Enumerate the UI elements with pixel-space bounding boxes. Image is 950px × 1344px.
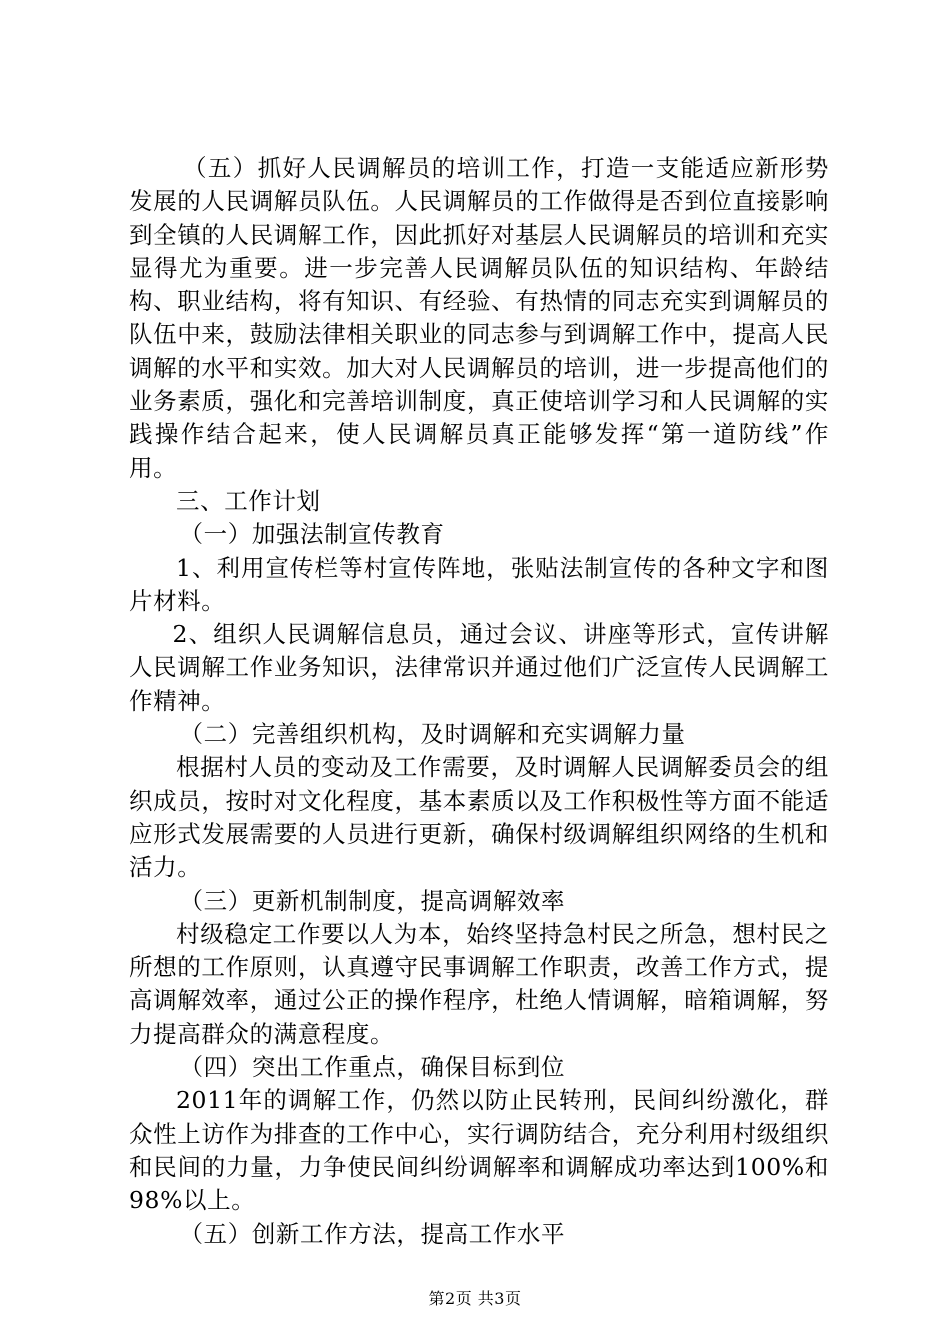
- paragraph-organization: 根据村人员的变动及工作需要，及时调解人民调解委员会的组织成员，按时对文化程度，基本素质以及工作积极性等方面不能适应形式发展需要的人员进行更新，确保村级调解组织网络的生机和活力。: [129, 753, 829, 882]
- list-item-2: 2、组织人民调解信息员，通过会议、讲座等形式，宣传讲解人民调解工作业务知识，法律常识并通过他们广泛宣传人民调解工作精神。: [129, 620, 829, 715]
- paragraph-mechanism: 村级稳定工作要以人为本，始终坚持急村民之所急，想村民之所想的工作原则，认真遵守民事调解工作职责，改善工作方式，提高调解效率，通过公正的操作程序，杜绝人情调解，暗箱调解，努力提高群众的满意程度。: [129, 919, 829, 1048]
- subheading-legal-publicity: （一）加强法制宣传教育: [179, 520, 445, 549]
- subheading-mechanism: （三）更新机制制度，提高调解效率: [179, 886, 566, 915]
- list-item-1: 1、利用宣传栏等村宣传阵地，张贴法制宣传的各种文字和图片材料。: [129, 553, 829, 615]
- section-heading-work-plan: 三、工作计划: [176, 486, 321, 515]
- document-body: [129, 152, 829, 1251]
- paragraph-key-points: 2011年的调解工作，仍然以防止民转刑，民间纠纷激化，群众性上访作为排查的工作中心，实行调防结合，充分利用村级组织和民间的力量，力争使民间纠纷调解率和调解成功率达到100%和98%以上。: [129, 1086, 829, 1215]
- page-number-footer: 第2页 共3页: [428, 1289, 522, 1308]
- subheading-organization: （二）完善组织机构，及时调解和充实调解力量: [179, 720, 686, 749]
- subheading-key-points: （四）突出工作重点，确保目标到位: [179, 1053, 566, 1082]
- subheading-innovation: （五）创新工作方法，提高工作水平: [179, 1219, 566, 1248]
- paragraph-training: （五）抓好人民调解员的培训工作，打造一支能适应新形势发展的人民调解员队伍。人民调解员的工作做得是否到位直接影响到全镇的人民调解工作，因此抓好对基层人民调解员的培训和充实显得尤为重要。进一步完善人民调解员队伍的知识结构、年龄结构、职业结构，将有知识、有经验、有热情的同志充实到调解员的队伍中来，鼓励法律相关职业的同志参与到调解工作中，提高人民调解的水平和实效。加大对人民调解员的培训，进一步提高他们的业务素质，强化和完善培训制度，真正使培训学习和人民调解的实践操作结合起来，使人民调解员真正能够发挥“第一道防线”作用。: [129, 154, 829, 482]
